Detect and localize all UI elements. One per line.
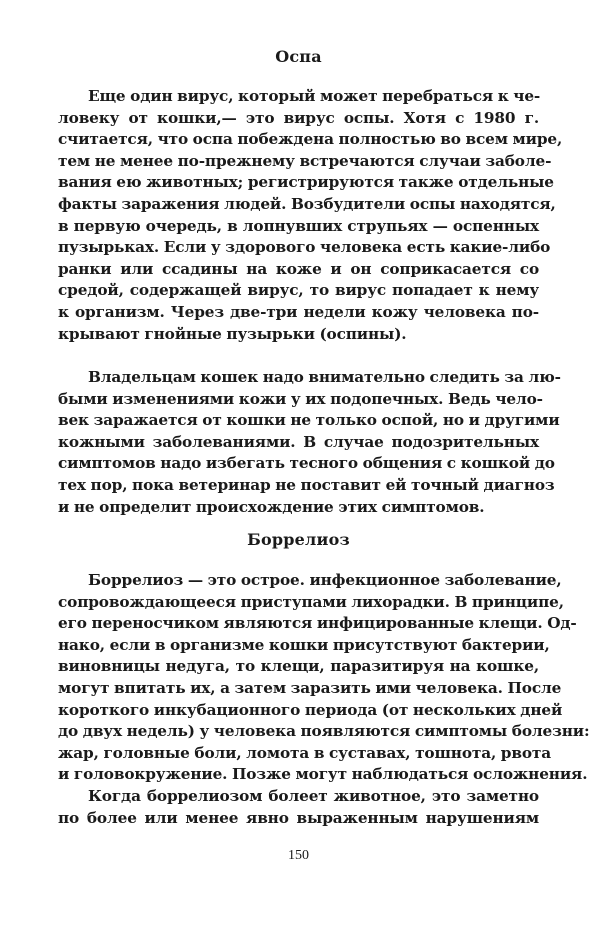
- text-line: жар, головные боли, ломота в суставах, тошнота, рвота: [58, 743, 551, 762]
- text-line: его переносчиком являются инфицированные клещи. Од-: [58, 614, 577, 633]
- text-line: в первую очередь, в лопнувших струпьях — оспенных: [58, 216, 539, 235]
- text-line: могут впитать их, а затем заразить ими человека. После: [58, 678, 562, 697]
- text-line: виновницы недуга, то клещи, паразитируя на кошке,: [58, 657, 539, 676]
- text-line: ранки или ссадины на коже и он соприкасается со: [58, 259, 539, 278]
- text-line: считается, что оспа побеждена полностью во всем мире,: [58, 130, 563, 149]
- paragraph-borreliosis-2: [58, 786, 539, 829]
- text-line: Боррелиоз — это острое. инфекционное заболевание,: [88, 571, 562, 589]
- text-line: тем не менее по-прежнему встречаются случаи заболе-: [58, 151, 552, 170]
- text-line: век заражается от кошки не только оспой, но и другими: [58, 411, 560, 430]
- text-line: симптомов надо избегать тесного общения с кошкой до: [58, 454, 555, 473]
- text-line: к организм. Через две-три недели кожу человека по-: [58, 302, 539, 321]
- text-line: по более или менее явно выраженным нарушениям: [58, 808, 539, 827]
- paragraph-smallpox-1: [58, 86, 563, 345]
- text-line: и головокружение. Позже могут наблюдаться осложнения.: [58, 765, 588, 784]
- text-line: сопровождающееся приступами лихорадки. В принципе,: [58, 592, 564, 611]
- text-line: крывают гнойные пузырьки (оспины).: [58, 324, 407, 343]
- text-line: и не определит происхождение этих симптомов.: [58, 497, 485, 516]
- page-number: 150: [288, 848, 309, 863]
- text-line: факты заражения людей. Возбудители оспы находятся,: [58, 194, 556, 213]
- text-line: ловеку от кошки,— это вирус оспы. Хотя с 1980 г.: [58, 108, 539, 127]
- text-line: нако, если в организме кошки присутствуют бактерии,: [58, 635, 550, 654]
- text-line: до двух недель) у человека появляются симптомы болезни:: [58, 722, 590, 741]
- text-line: средой, содержащей вирус, то вирус попадает к нему: [58, 281, 539, 300]
- section-title-smallpox: Оспа: [275, 47, 322, 66]
- text-line: Еще один вирус, который может перебраться к че-: [88, 87, 541, 105]
- text-line: тех пор, пока ветеринар не поставит ей точный диагноз: [58, 475, 555, 494]
- text-line: вания ею животных; регистрируются также отдельные: [58, 173, 554, 192]
- section-title-borreliosis: Боррелиоз: [247, 530, 350, 549]
- paragraph-smallpox-2: [58, 367, 561, 518]
- paragraph-borreliosis-1: [58, 570, 590, 786]
- text-line: пузырьках. Если у здорового человека есть какие-либо: [58, 238, 551, 257]
- text-line: короткого инкубационного периода (от нескольких дней: [58, 700, 563, 719]
- text-line: быми изменениями кожи у их подопечных. Ведь чело-: [58, 389, 543, 408]
- text-line: кожными заболеваниями. В случае подозрительных: [58, 432, 539, 451]
- text-line: Когда боррелиозом болеет животное, это заметно: [88, 787, 539, 805]
- text-line: Владельцам кошек надо внимательно следить за лю-: [88, 368, 561, 386]
